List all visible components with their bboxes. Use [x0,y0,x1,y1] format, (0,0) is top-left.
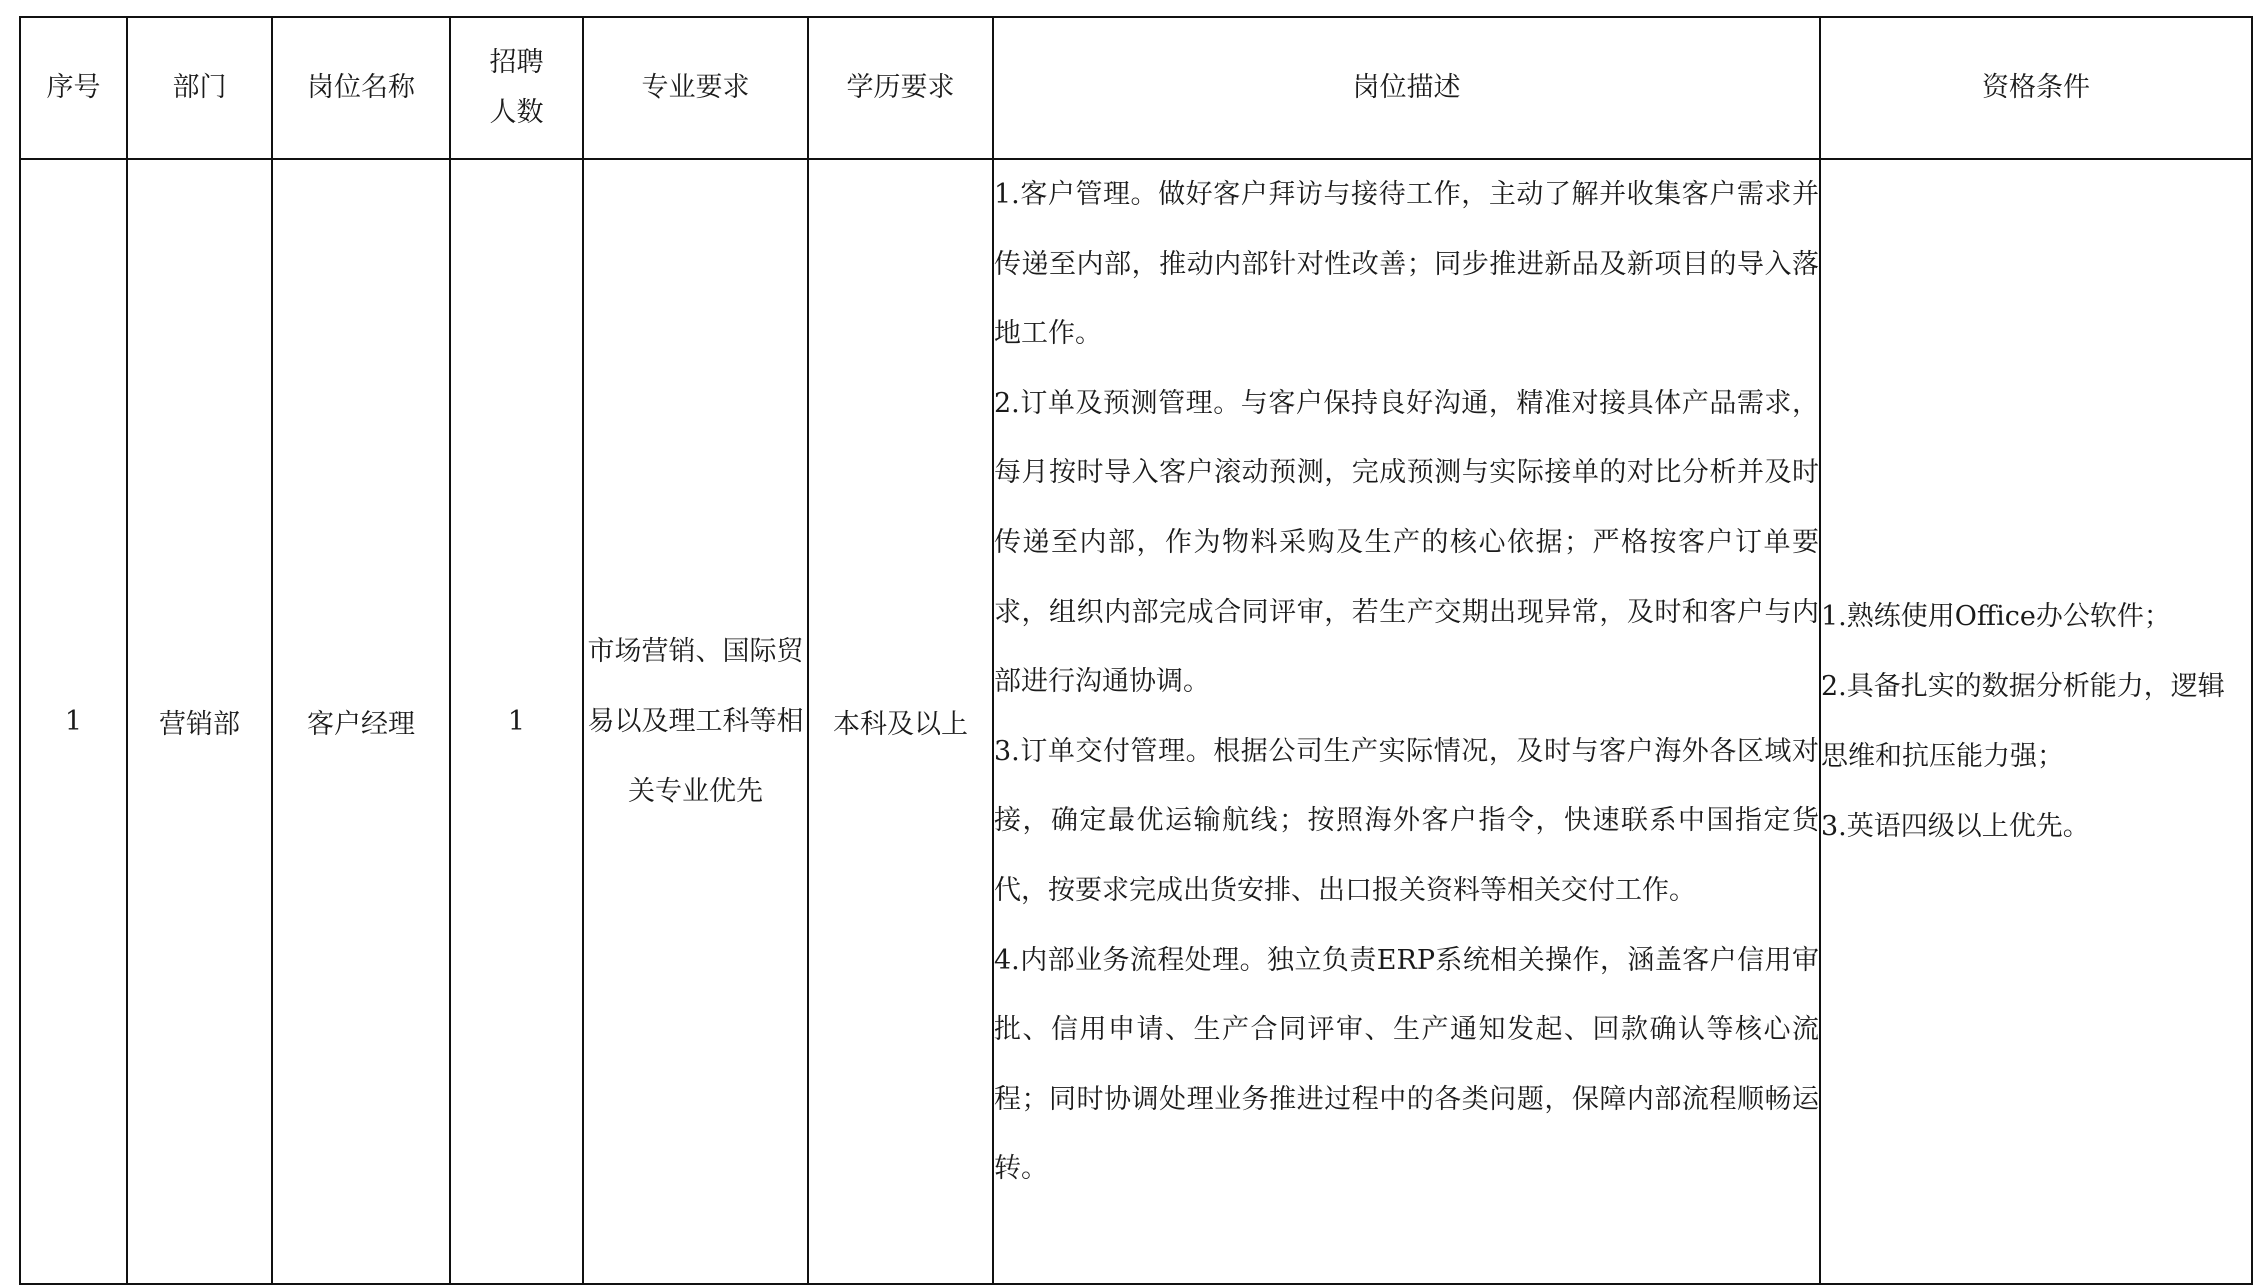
qualification-item: 2.具备扎实的数据分析能力，逻辑思维和抗压能力强； [1821,670,2225,772]
header-count-line1: 招聘 [489,47,544,78]
cell-description [993,159,1820,1284]
qualification-item: 1.熟练使用Office办公软件； [1821,600,2171,632]
header-row [20,17,2252,159]
table-row [20,159,2252,1284]
description-item: 4.内部业务流程处理。独立负责ERP系统相关操作，涵盖客户信用审批、信用申请、生产合同评审、生产通知发起、回款确认等核心流程；同时协调处理业务推进过程中的各类问题，保障内部流程顺畅运转。 [994,944,1819,1185]
cell-education: 本科及以上 [808,159,993,1284]
description-item: 2.订单及预测管理。与客户保持良好沟通，精准对接具体产品需求，每月按时导入客户滚动预测，完成预测与实际接单的对比分析并及时传递至内部，作为物料采购及生产的核心依据；严格按客户订单要求，组织内部完成合同评审，若生产交期出现异常，及时和客户与内部进行沟通协调。 [994,387,1819,698]
cell-major: 市场营销、国际贸易以及理工科等相关专业优先 [583,159,808,1284]
header-description: 岗位描述 [993,17,1820,159]
header-education: 学历要求 [808,17,993,159]
header-dept: 部门 [127,17,272,159]
header-qualifications: 资格条件 [1820,17,2252,159]
cell-count: 1 [450,159,583,1284]
header-count [450,17,583,159]
cell-seq: 1 [20,159,127,1284]
job-posting-table [19,16,2253,1285]
header-major: 专业要求 [583,17,808,159]
cell-dept: 营销部 [127,159,272,1284]
description-item: 3.订单交付管理。根据公司生产实际情况，及时与客户海外各区域对接，确定最优运输航线；按照海外客户指令，快速联系中国指定货代，按要求完成出货安排、出口报关资料等相关交付工作。 [994,735,1819,906]
qualification-item: 3.英语四级以上优先。 [1821,810,2090,842]
header-position: 岗位名称 [272,17,450,159]
header-seq: 序号 [20,17,127,159]
cell-position: 客户经理 [272,159,450,1284]
cell-qualifications [1820,159,2252,1284]
header-count-line2: 人数 [489,97,544,128]
description-item: 1.客户管理。做好客户拜访与接待工作，主动了解并收集客户需求并传递至内部，推动内部针对性改善；同步推进新品及新项目的导入落地工作。 [994,179,1819,350]
